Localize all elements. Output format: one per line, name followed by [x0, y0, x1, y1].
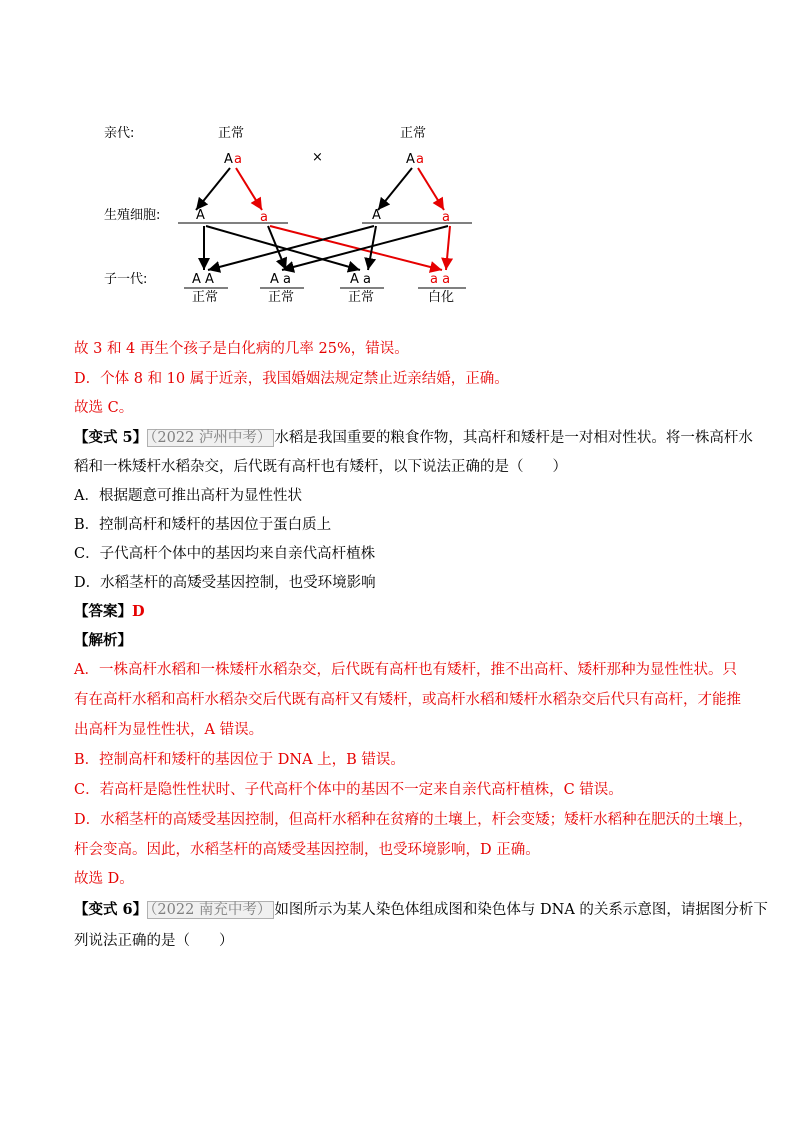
gamete-1: A [196, 208, 205, 223]
explanation-line: 故 3 和 4 再生个孩子是白化病的几率 25%，错误。 [74, 341, 409, 357]
row-label-offspring: 子一代: [104, 272, 148, 287]
offspring-4-genotype: a a [430, 272, 451, 287]
question-6-line2: 列说法正确的是（ ） [74, 933, 234, 949]
question-6-line1 [74, 900, 768, 920]
offspring-3-genotype: A a [350, 272, 371, 287]
conclusion-line: 故选 C。 [74, 400, 134, 416]
question-5-text: 水稻是我国重要的粮食作物，其高杆和矮杆是一对相对性状。将一株高杆水 [274, 430, 753, 446]
explanation-line: D．个体 8 和 10 属于近亲，我国婚姻法规定禁止近亲结婚，正确。 [74, 371, 509, 387]
gamete-2: a [260, 210, 268, 225]
option-d: D．水稻茎杆的高矮受基因控制，也受环境影响 [74, 575, 376, 591]
option-a: A．根据题意可推出高杆为显性性状 [74, 488, 302, 504]
question-5-source: （2022 泸州中考） [147, 429, 274, 447]
offspring-3-phenotype: 正常 [348, 290, 375, 305]
question-6-text: 如图所示为某人染色体组成图和染色体与 DNA 的关系示意图，请据图分析下 [274, 902, 768, 918]
row-label-gamete: 生殖细胞: [104, 208, 161, 223]
question-6-source: （2022 南充中考） [147, 901, 274, 919]
conclusion-line: 故选 D。 [74, 871, 134, 887]
question-5-tag: 【变式 5】 [74, 429, 148, 446]
parent-right-a: a [416, 152, 424, 167]
analysis-line: B．控制高杆和矮杆的基因位于 DNA 上，B 错误。 [74, 752, 405, 768]
analysis-line: 出高杆为显性性状，A 错误。 [74, 722, 264, 738]
analysis-line: 杆会变高。因此，水稻茎杆的高矮受基因控制，也受环境影响，D 正确。 [74, 842, 540, 858]
gamete-4: a [442, 210, 450, 225]
cross-symbol: × [312, 150, 323, 165]
gamete-3: A [372, 208, 381, 223]
answer-tag: 【答案】 [74, 603, 132, 620]
answer-value: D [132, 603, 145, 620]
parent-right-phenotype: 正常 [400, 126, 427, 141]
genetic-cross-diagram [100, 118, 480, 318]
answer-line [74, 602, 734, 622]
option-c: C．子代高杆个体中的基因均来自亲代高杆植株 [74, 546, 376, 562]
analysis-line: C．若高杆是隐性性状时、子代高杆个体中的基因不一定来自亲代高杆植株，C 错误。 [74, 782, 623, 798]
question-6-tag: 【变式 6】 [74, 901, 148, 918]
parent-left-A: A [224, 152, 233, 167]
analysis-line: D．水稻茎杆的高矮受基因控制，但高杆水稻种在贫瘠的土壤上，杆会变矮；矮杆水稻种在肥沃的土壤上， [74, 812, 753, 828]
analysis-line: 有在高杆水稻和高杆水稻杂交后代既有高杆又有矮杆，或高杆水稻和矮杆水稻杂交后代只有高杆，才能推 [74, 692, 741, 708]
parent-right-A: A [406, 152, 415, 167]
parent-left-phenotype: 正常 [218, 126, 245, 141]
question-5-line1 [74, 428, 753, 448]
parent-left-a: a [234, 152, 242, 167]
offspring-2-phenotype: 正常 [268, 290, 295, 305]
analysis-tag: 【解析】 [74, 632, 132, 649]
row-label-parent: 亲代: [104, 126, 135, 141]
offspring-1-genotype: A A [192, 272, 214, 287]
question-5-line2: 稻和一株矮杆水稻杂交，后代既有高杆也有矮杆，以下说法正确的是（ ） [74, 459, 567, 475]
analysis-line: A．一株高杆水稻和一株矮杆水稻杂交，后代既有高杆也有矮杆，推不出高杆、矮杆那种为显性性状。只 [74, 662, 737, 678]
offspring-4-phenotype: 白化 [428, 290, 455, 305]
offspring-2-genotype: A a [270, 272, 291, 287]
option-b: B．控制高杆和矮杆的基因位于蛋白质上 [74, 517, 332, 533]
offspring-1-phenotype: 正常 [192, 290, 219, 305]
